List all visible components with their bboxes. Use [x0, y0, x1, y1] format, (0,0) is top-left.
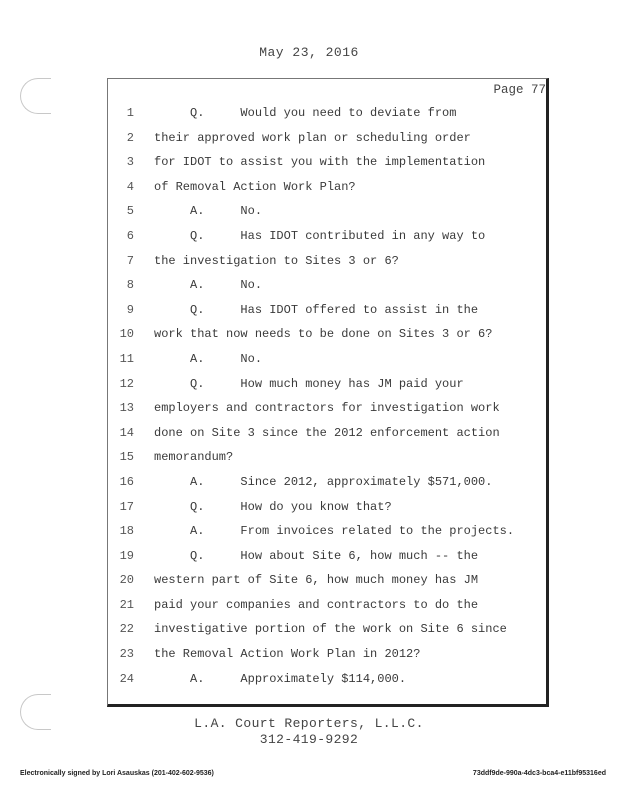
line-text: A. No. [154, 278, 263, 293]
transcript-line [0, 150, 618, 175]
line-text: western part of Site 6, how much money has JM [154, 573, 479, 588]
line-number: 9 [126, 302, 134, 317]
line-number: 13 [119, 401, 134, 416]
transcript-line [0, 224, 618, 249]
line-number: 15 [119, 450, 134, 465]
transcript-line [0, 445, 618, 470]
transcript-line [0, 642, 618, 667]
transcript-line [0, 519, 618, 544]
line-number: 23 [119, 647, 134, 662]
transcript-line [0, 617, 618, 642]
line-text: the Removal Action Work Plan in 2012? [154, 647, 421, 662]
line-number: 16 [119, 474, 134, 489]
transcript-line [0, 544, 618, 569]
line-text: done on Site 3 since the 2012 enforcement action [154, 425, 500, 440]
line-text: for IDOT to assist you with the implementation [154, 155, 486, 170]
line-text: employers and contractors for investigation work [154, 401, 500, 416]
transcript-line [0, 175, 618, 200]
transcript-line [0, 593, 618, 618]
transcript-line [0, 568, 618, 593]
transcript-lines [0, 101, 618, 691]
transcript-line [0, 249, 618, 274]
transcript-line [0, 667, 618, 692]
transcript-line [0, 372, 618, 397]
transcript-line [0, 199, 618, 224]
line-text: Q. How much money has JM paid your [154, 376, 464, 391]
line-text: investigative portion of the work on Site 6 since [154, 622, 507, 637]
line-number: 20 [119, 573, 134, 588]
document-id: 73ddf9de-990a-4dc3-bca4-e11bf95316ed [472, 770, 606, 777]
transcript-date: May 23, 2016 [259, 45, 359, 60]
line-text: A. No. [154, 204, 263, 219]
line-text: A. Approximately $114,000. [154, 671, 407, 686]
line-text: A. From invoices related to the projects. [154, 524, 515, 539]
line-text: Q. How do you know that? [154, 499, 392, 514]
line-text: the investigation to Sites 3 or 6? [154, 253, 399, 268]
line-text: Q. How about Site 6, how much -- the [154, 548, 479, 563]
line-number: 17 [119, 499, 134, 514]
transcript-line [0, 273, 618, 298]
line-number: 5 [126, 204, 134, 219]
transcript-line [0, 470, 618, 495]
line-text: of Removal Action Work Plan? [154, 179, 356, 194]
line-number: 6 [126, 228, 134, 243]
transcript-line [0, 495, 618, 520]
line-number: 3 [126, 155, 134, 170]
line-number: 19 [119, 548, 134, 563]
line-text: memorandum? [154, 450, 234, 465]
electronic-signature: Electronically signed by Lori Asauskas (201-402-602-9536) [20, 770, 214, 777]
line-number: 10 [119, 327, 134, 342]
line-number: 11 [119, 351, 134, 366]
line-number: 1 [126, 106, 134, 120]
line-number: 22 [119, 622, 134, 637]
line-number: 21 [119, 597, 134, 612]
court-reporter-firm: L.A. Court Reporters, L.L.C. [194, 716, 424, 731]
line-text: A. Since 2012, approximately $571,000. [154, 474, 493, 489]
transcript-line [0, 396, 618, 421]
line-number: 18 [119, 524, 134, 539]
transcript-line [0, 101, 618, 126]
line-number: 4 [126, 179, 134, 194]
transcript-line [0, 347, 618, 372]
line-text: A. No. [154, 351, 263, 366]
transcript-line [0, 421, 618, 446]
transcript-line [0, 298, 618, 323]
transcript-line [0, 126, 618, 151]
line-number: 7 [126, 253, 134, 268]
line-number: 12 [119, 376, 134, 391]
line-text: Q. Has IDOT offered to assist in the [154, 302, 479, 317]
line-number: 24 [119, 671, 134, 686]
line-number: 2 [126, 130, 134, 145]
line-text: Q. Would you need to deviate from [154, 106, 457, 120]
line-text: work that now needs to be done on Sites 3 or 6? [154, 327, 493, 342]
line-number: 14 [119, 425, 134, 440]
page-number: Page 77 [493, 83, 546, 97]
transcript-line [0, 322, 618, 347]
line-number: 8 [126, 278, 134, 293]
line-text: Q. Has IDOT contributed in any way to [154, 228, 486, 243]
line-text: their approved work plan or scheduling order [154, 130, 471, 145]
court-reporter-phone: 312-419-9292 [259, 732, 359, 747]
line-text: paid your companies and contractors to do the [154, 597, 479, 612]
